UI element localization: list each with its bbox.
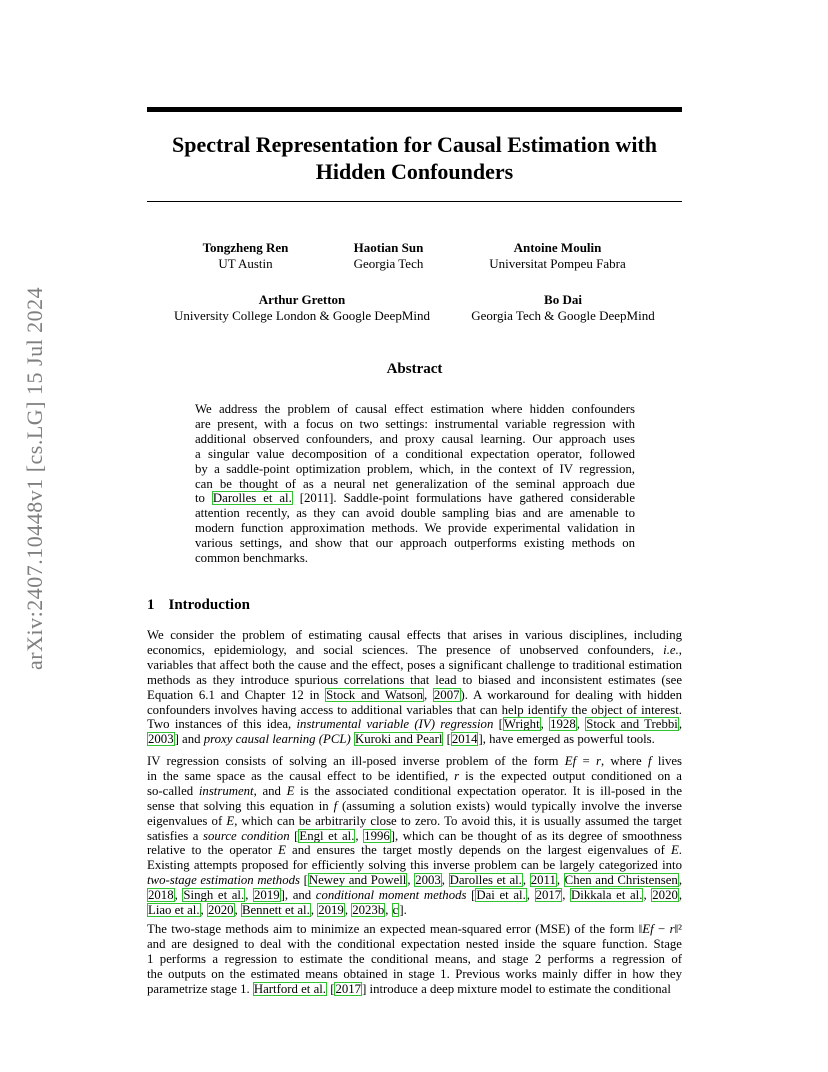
citation-link[interactable]: Darolles et al. [212,491,292,506]
text-line: sense that solving this equation in f (assuming a solution exists) would typically involve the inverse [147,798,682,813]
citation-link[interactable]: 2020 [652,888,678,903]
citation-link[interactable]: 2014 [451,732,478,747]
text-line: a singular value decomposition of a conditional expectation operator, followed [195,446,635,461]
text-line: The two-stage methods aim to minimize an expected mean-squared error (MSE) of the form ‖Ef − r‖² [147,922,682,936]
text-line: the outputs on the estimated means obtained in stage 1. Previous works mainly differ in how they [147,966,682,981]
arxiv-identifier: arXiv:2407.10448v1 [cs.LG] 15 Jul 2024 [22,286,47,670]
text-line: satisfies a source condition [Engl et al., 1996], which can be thought of as its degree of smoothness [147,828,682,843]
abstract-body [195,402,635,566]
citation-link[interactable]: Singh et al. [183,888,245,903]
citation-link[interactable]: 2023b [352,903,385,918]
abstract-heading: Abstract [386,361,443,377]
text-line: 2003] and proxy causal learning (PCL) Kuroki and Pearl [2014], have emerged as powerful tools. [148,732,655,747]
citation-link[interactable]: 2003 [148,732,174,747]
author-block [162,292,442,324]
citation-link[interactable]: Stock and Trebbi [586,717,678,732]
text-line: We consider the problem of estimating causal effects that arises in various disciplines, including [147,628,682,642]
text-line: Liao et al., 2020, Bennett et al., 2019, 2023b, c]. [148,903,407,918]
text-line: in the same space as the causal effect to be identified, r is the expected output conditioned on a [147,768,682,783]
text-line: can be thought of as a neural net generalization of the seminal approach due [195,476,635,491]
author-affiliation: University College London & Google DeepMind [174,308,430,323]
author-block [326,240,451,272]
author-block [178,240,313,272]
text-line: eigenvalues of E, which can be arbitrarily close to zero. To avoid this, it is usually assumed the target [147,813,682,828]
author-affiliation: Universitat Pompeu Fabra [489,256,626,271]
citation-link[interactable]: Dai et al. [476,888,526,903]
author-affiliation: Georgia Tech [353,256,424,271]
text-line: common benchmarks. [195,551,309,566]
citation-link[interactable]: 2007 [433,687,460,702]
text-line: various settings, and show that our approach outperforms existing methods on [195,536,635,551]
text-line: by a saddle-point optimization problem, which, in the context of IV regression, [195,461,635,476]
text-line: 1 performs a regression to estimate the conditional means, and stage 2 performs a regression of [147,951,682,966]
author-name: Arthur Gretton [258,292,346,307]
text-line: confounders involves having access to additional variables that can help identify the object of interest. [147,702,682,717]
author-name: Bo Dai [544,292,582,307]
citation-link[interactable]: Newey and Powell [308,873,407,888]
citation-link[interactable]: 2011 [530,873,556,888]
title-line-1: Spectral Representation for Causal Estimation with [171,132,657,157]
citation-link[interactable]: 1996 [364,828,390,843]
section-title: Introduction [168,597,250,613]
text-line: 2018, Singh et al., 2019], and conditional moment methods [Dai et al., 2017, Dikkala et al., 2020, [148,888,683,903]
text-line: Equation 6.1 and Chapter 12 in Stock and Watson, 2007). A workaround for dealing with hidden [147,687,682,702]
text-line: so-called instrument, and E is the associated conditional expectation operator. It is ill-posed in the [147,783,682,798]
text-line: parametrize stage 1. Hartford et al. [2017] introduce a deep mixture model to estimate the conditional [147,981,671,996]
intro-paragraph-3 [147,922,682,997]
citation-link[interactable]: c [392,903,399,918]
section-heading [147,597,250,614]
text-line: two-stage estimation methods [Newey and Powell, 2003, Darolles et al., 2011, Chen and Christensen, [147,873,683,888]
intro-paragraph-1 [147,628,682,747]
citation-link[interactable]: Stock and Watson [326,687,423,702]
author-name: Tongzheng Ren [202,240,289,255]
citation-link[interactable]: 1928 [550,717,576,732]
citation-link[interactable]: Engl et al. [299,828,355,843]
author-affiliation: Georgia Tech & Google DeepMind [471,308,655,323]
citation-link[interactable]: 2017 [335,981,362,996]
title-line-2: Hidden Confounders [315,159,514,184]
text-line: We address the problem of causal effect estimation where hidden confounders [195,402,635,416]
text-line: modern function approximation methods. We provide experimental validation in [195,521,635,536]
citation-link[interactable]: 2019 [254,888,280,903]
author-block [462,292,664,324]
text-line: are present, with a focus on two settings: instrumental variable regression with [195,416,635,431]
citation-link[interactable]: Bennett et al. [241,903,310,918]
citation-link[interactable]: 2003 [415,873,441,888]
citation-link[interactable]: Liao et al. [148,903,200,918]
paper-title [147,131,682,185]
title-bottom-rule [147,201,682,202]
citation-link[interactable]: 2020 [207,903,234,918]
intro-paragraph-2 [147,754,682,918]
citation-link[interactable]: Darolles et al. [449,873,522,888]
text-line: additional observed confounders, and proxy causal learning. Our approach uses [195,431,635,446]
text-line: methods as they introduce spurious correlations that lead to biased and inconsistent estimates (see [147,672,682,687]
text-line: economics, epidemiology, and social sciences. The presence of unobserved confounders, i.e., [147,642,682,657]
text-line: variables that affect both the cause and the effect, poses a significant challenge to traditional estimation [147,657,682,672]
author-affiliation: UT Austin [218,256,273,271]
author-block [470,240,645,272]
text-line: attention recently, as they can avoid double sampling bias and are amenable to [195,506,635,521]
citation-link[interactable]: 2017 [535,888,562,903]
citation-link[interactable]: Wright [503,717,540,732]
citation-link[interactable]: Dikkala et al. [571,888,643,903]
section-number: 1 [147,597,155,613]
author-name: Antoine Moulin [513,240,602,255]
text-line: to Darolles et al. [2011]. Saddle-point formulations have gathered considerable [195,491,636,506]
citation-link[interactable]: 2019 [318,903,344,918]
text-line: relative to the operator E and ensures the target mostly depends on the largest eigenvalues of E. [147,843,682,858]
citation-link[interactable]: 2018 [148,888,174,903]
citation-link[interactable]: Kuroki and Pearl [354,732,443,747]
text-line: and are designed to deal with the conditional expectation nested inside the square function. Stage [147,936,682,951]
author-name: Haotian Sun [353,240,424,255]
title-top-rule [147,107,682,112]
text-line: IV regression consists of solving an ill-posed inverse problem of the form Ef = r, where f lives [147,754,683,768]
citation-link[interactable]: Hartford et al. [253,981,327,996]
text-line: Existing attempts proposed for efficiently solving this inverse problem can be largely categorized into [147,858,682,873]
text-line: Two instances of this idea, instrumental variable (IV) regression [Wright, 1928, Stock and Trebbi, [147,717,683,732]
citation-link[interactable]: Chen and Christensen [564,873,678,888]
